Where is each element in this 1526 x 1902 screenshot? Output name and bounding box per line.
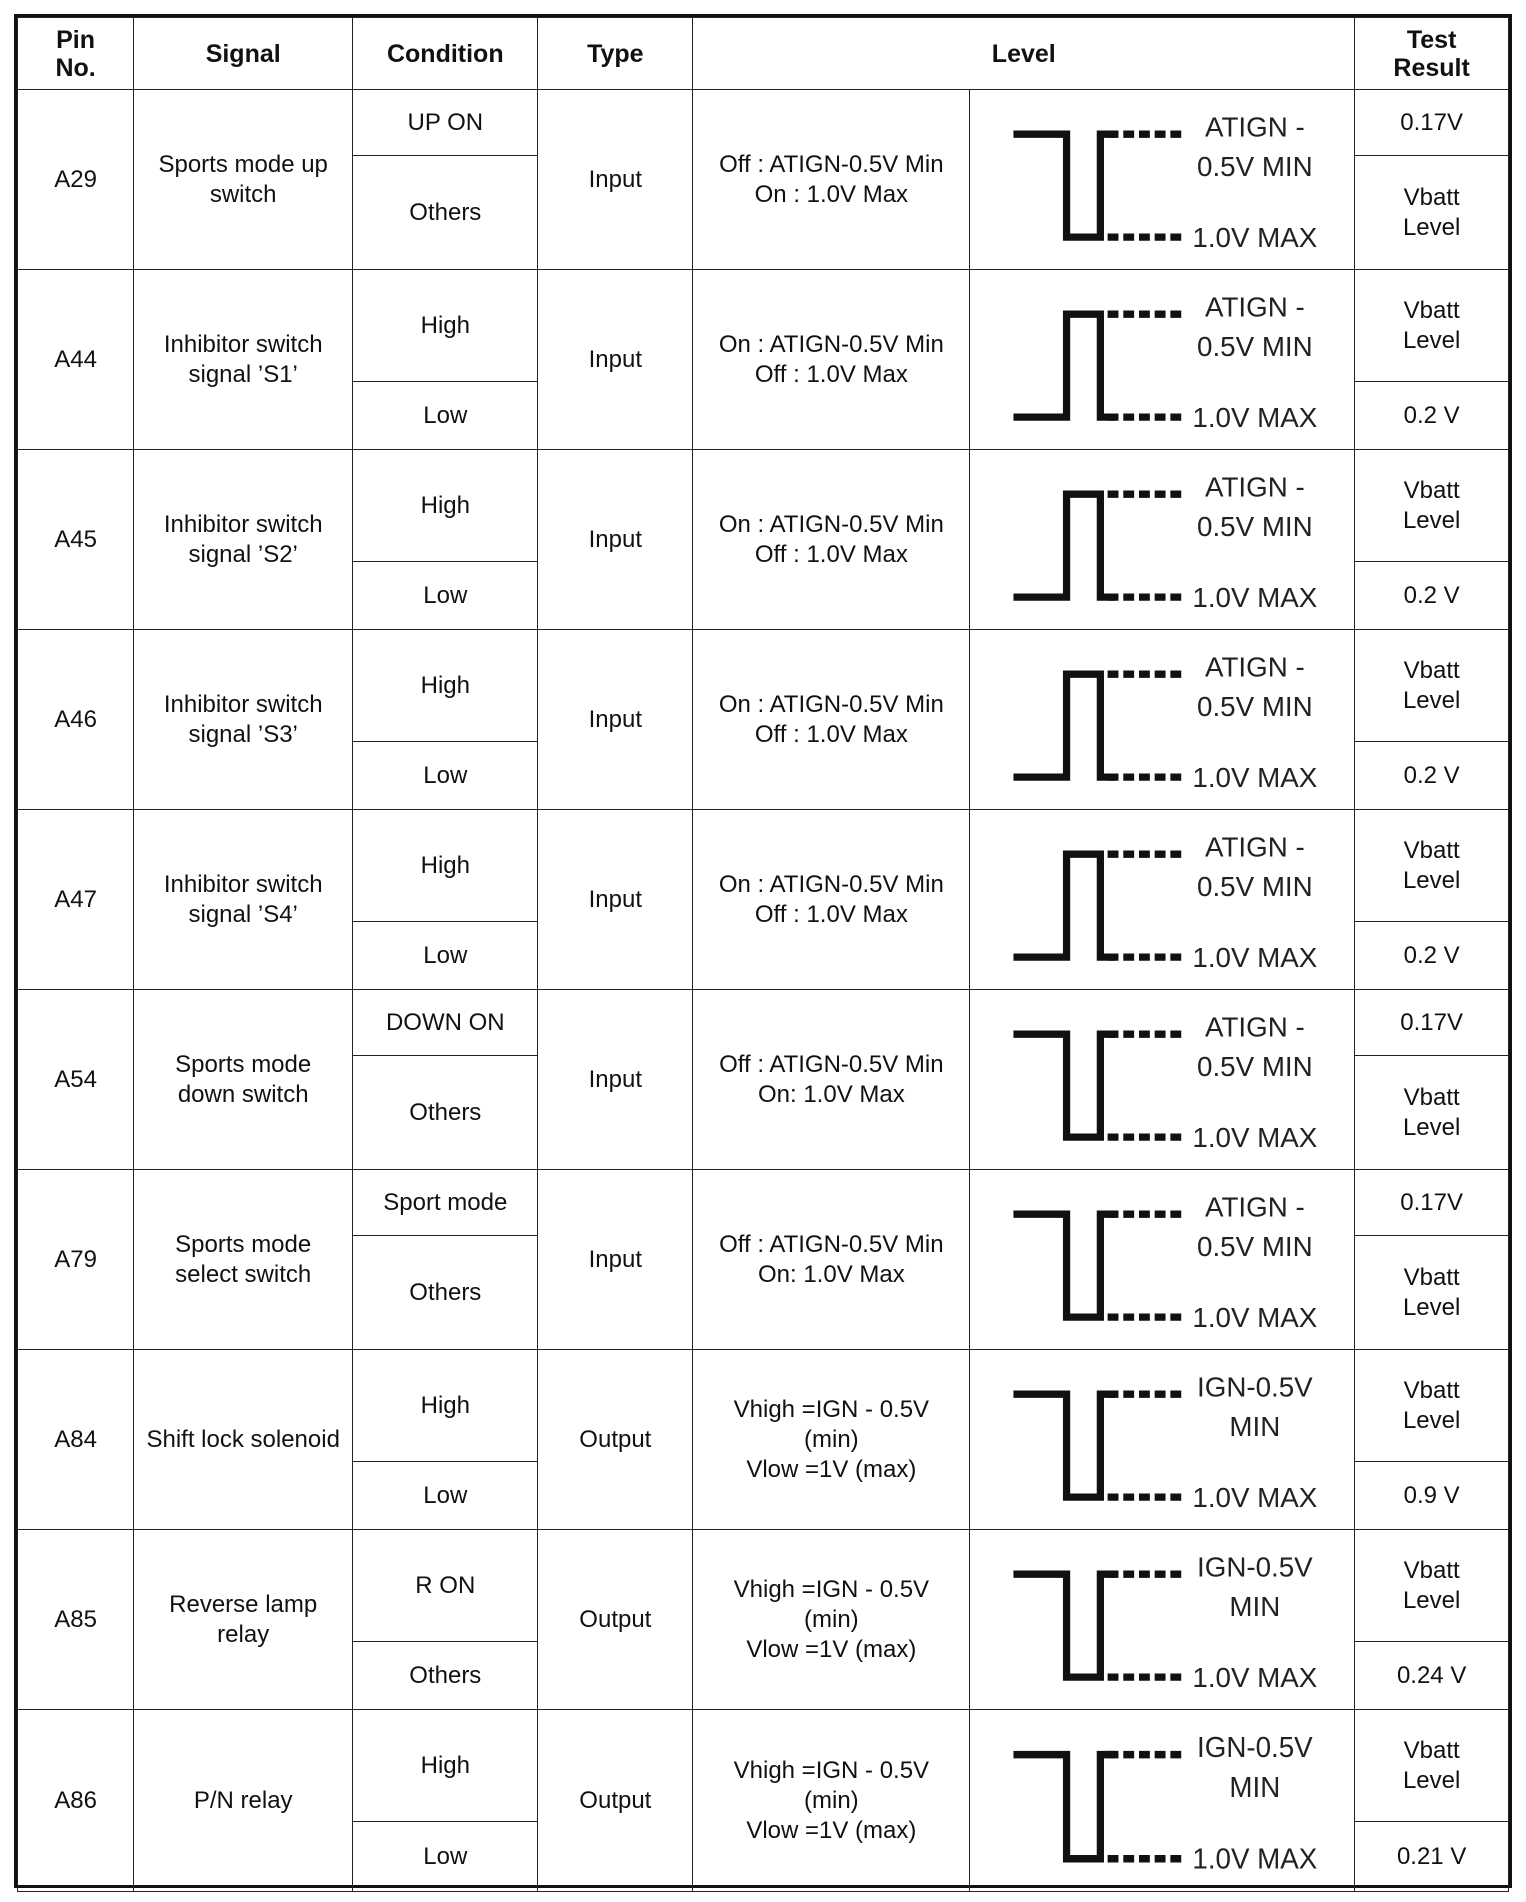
waveform-cell bbox=[970, 270, 1355, 450]
pin-cell: A44 bbox=[18, 270, 134, 450]
pin-row-upper bbox=[18, 990, 1509, 1056]
test-result-cell: Vbatt Level bbox=[1355, 270, 1509, 382]
condition-cell: DOWN ON bbox=[353, 990, 538, 1056]
signal-cell: Inhibitor switch signal ’S4’ bbox=[134, 810, 353, 990]
waveform-diagram bbox=[970, 450, 1354, 629]
test-result-cell: 0.2 V bbox=[1355, 742, 1509, 810]
waveform-top-label: 0.5V MIN bbox=[1197, 150, 1314, 182]
waveform-bottom-label: 1.0V MAX bbox=[1192, 1301, 1318, 1333]
test-result-cell: Vbatt Level bbox=[1355, 630, 1509, 742]
waveform-bottom-label: 1.0V MAX bbox=[1192, 221, 1318, 253]
type-cell: Input bbox=[538, 630, 693, 810]
waveform-cell bbox=[970, 1530, 1355, 1710]
waveform-top-label: ATIGN - bbox=[1205, 1191, 1306, 1223]
signal-cell: Shift lock solenoid bbox=[134, 1350, 353, 1530]
test-result-cell: 0.17V bbox=[1355, 1170, 1509, 1236]
waveform-cell bbox=[970, 1710, 1355, 1892]
test-result-cell: Vbatt Level bbox=[1355, 156, 1509, 270]
condition-cell: UP ON bbox=[353, 90, 538, 156]
waveform-bottom-label: 1.0V MAX bbox=[1192, 941, 1318, 973]
waveform-diagram bbox=[970, 270, 1354, 449]
condition-cell: High bbox=[353, 450, 538, 562]
pin-row-upper bbox=[18, 1350, 1509, 1462]
condition-cell: Low bbox=[353, 1462, 538, 1530]
test-result-cell: Vbatt Level bbox=[1355, 1236, 1509, 1350]
waveform-diagram bbox=[970, 90, 1354, 269]
waveform-line bbox=[1014, 1214, 1115, 1317]
pin-cell: A47 bbox=[18, 810, 134, 990]
condition-cell: Others bbox=[353, 1642, 538, 1710]
type-cell: Output bbox=[538, 1530, 693, 1710]
pin-test-sheet bbox=[14, 14, 1512, 1888]
waveform-line bbox=[1014, 1394, 1115, 1497]
test-result-cell: 0.2 V bbox=[1355, 562, 1509, 630]
waveform-top-label: ATIGN - bbox=[1205, 111, 1306, 143]
waveform-cell bbox=[970, 1350, 1355, 1530]
signal-cell: P/N relay bbox=[134, 1710, 353, 1892]
type-cell: Output bbox=[538, 1710, 693, 1892]
waveform-bottom-label: 1.0V MAX bbox=[1192, 1121, 1318, 1153]
condition-cell: High bbox=[353, 1710, 538, 1822]
condition-cell: High bbox=[353, 270, 538, 382]
waveform-top-label: IGN-0.5V bbox=[1197, 1731, 1314, 1764]
waveform-bottom-label: 1.0V MAX bbox=[1192, 761, 1318, 793]
signal-cell: Inhibitor switch signal ’S2’ bbox=[134, 450, 353, 630]
waveform-top-label: 0.5V MIN bbox=[1197, 690, 1314, 722]
level-cell: On : ATIGN-0.5V Min Off : 1.0V Max bbox=[693, 270, 970, 450]
type-cell: Input bbox=[538, 270, 693, 450]
test-result-cell: Vbatt Level bbox=[1355, 1710, 1509, 1822]
level-cell: Vhigh =IGN - 0.5V (min) Vlow =1V (max) bbox=[693, 1350, 970, 1530]
test-result-cell: Vbatt Level bbox=[1355, 1056, 1509, 1170]
waveform-diagram bbox=[970, 1350, 1354, 1529]
test-result-cell: 0.2 V bbox=[1355, 382, 1509, 450]
type-cell: Input bbox=[538, 1170, 693, 1350]
header-row bbox=[18, 18, 1509, 90]
type-cell: Input bbox=[538, 450, 693, 630]
pin-row-upper bbox=[18, 1530, 1509, 1642]
waveform-bottom-label: 1.0V MAX bbox=[1192, 1843, 1318, 1875]
waveform-bottom-label: 1.0V MAX bbox=[1192, 1661, 1318, 1693]
signal-cell: Sports mode down switch bbox=[134, 990, 353, 1170]
level-cell: On : ATIGN-0.5V Min Off : 1.0V Max bbox=[693, 630, 970, 810]
pin-cell: A54 bbox=[18, 990, 134, 1170]
waveform-cell bbox=[970, 990, 1355, 1170]
waveform-cell bbox=[970, 1170, 1355, 1350]
waveform-cell bbox=[970, 630, 1355, 810]
condition-cell: R ON bbox=[353, 1530, 538, 1642]
pin-row-upper bbox=[18, 630, 1509, 742]
test-result-cell: 0.2 V bbox=[1355, 922, 1509, 990]
header-pin: Pin No. bbox=[18, 18, 134, 90]
waveform-top-label: ATIGN - bbox=[1205, 471, 1306, 503]
header-condition: Condition bbox=[353, 18, 538, 90]
type-cell: Output bbox=[538, 1350, 693, 1530]
waveform-line bbox=[1014, 314, 1115, 417]
waveform-line bbox=[1014, 1034, 1115, 1137]
waveform-line bbox=[1014, 134, 1115, 237]
waveform-cell bbox=[970, 450, 1355, 630]
pin-cell: A29 bbox=[18, 90, 134, 270]
waveform-diagram bbox=[970, 1710, 1354, 1891]
pin-row-upper bbox=[18, 90, 1509, 156]
pin-signal-table bbox=[17, 17, 1509, 1892]
test-result-cell: 0.17V bbox=[1355, 990, 1509, 1056]
test-result-cell: 0.17V bbox=[1355, 90, 1509, 156]
header-signal: Signal bbox=[134, 18, 353, 90]
waveform-line bbox=[1014, 494, 1115, 597]
waveform-bottom-label: 1.0V MAX bbox=[1192, 581, 1318, 613]
waveform-line bbox=[1014, 1755, 1115, 1859]
waveform-top-label: 0.5V MIN bbox=[1197, 1050, 1314, 1082]
waveform-top-label: IGN-0.5V bbox=[1197, 1551, 1314, 1583]
waveform-top-label: IGN-0.5V bbox=[1197, 1371, 1314, 1403]
condition-cell: Sport mode bbox=[353, 1170, 538, 1236]
waveform-top-label: 0.5V MIN bbox=[1197, 510, 1314, 542]
waveform-bottom-label: 1.0V MAX bbox=[1192, 401, 1318, 433]
header-test-result: Test Result bbox=[1355, 18, 1509, 90]
condition-cell: Low bbox=[353, 922, 538, 990]
waveform-diagram bbox=[970, 630, 1354, 809]
waveform-top-label: ATIGN - bbox=[1205, 291, 1306, 323]
pin-cell: A86 bbox=[18, 1710, 134, 1892]
pin-cell: A45 bbox=[18, 450, 134, 630]
condition-cell: Low bbox=[353, 382, 538, 450]
condition-cell: High bbox=[353, 1350, 538, 1462]
condition-cell: High bbox=[353, 630, 538, 742]
pin-cell: A84 bbox=[18, 1350, 134, 1530]
waveform-top-label: ATIGN - bbox=[1205, 1011, 1306, 1043]
waveform-cell bbox=[970, 90, 1355, 270]
level-cell: Off : ATIGN-0.5V Min On : 1.0V Max bbox=[693, 90, 970, 270]
header-level: Level bbox=[693, 18, 1355, 90]
waveform-line bbox=[1014, 854, 1115, 957]
test-result-cell: 0.21 V bbox=[1355, 1822, 1509, 1892]
waveform-top-label: 0.5V MIN bbox=[1197, 1230, 1314, 1262]
signal-cell: Sports mode up switch bbox=[134, 90, 353, 270]
condition-cell: Low bbox=[353, 742, 538, 810]
test-result-cell: Vbatt Level bbox=[1355, 810, 1509, 922]
waveform-top-label: MIN bbox=[1229, 1410, 1281, 1442]
waveform-bottom-label: 1.0V MAX bbox=[1192, 1481, 1318, 1513]
header-type: Type bbox=[538, 18, 693, 90]
level-cell: Vhigh =IGN - 0.5V (min) Vlow =1V (max) bbox=[693, 1710, 970, 1892]
type-cell: Input bbox=[538, 810, 693, 990]
condition-cell: Others bbox=[353, 156, 538, 270]
pin-cell: A79 bbox=[18, 1170, 134, 1350]
waveform-line bbox=[1014, 1574, 1115, 1677]
type-cell: Input bbox=[538, 990, 693, 1170]
signal-cell: Sports mode select switch bbox=[134, 1170, 353, 1350]
waveform-line bbox=[1014, 674, 1115, 777]
type-cell: Input bbox=[538, 90, 693, 270]
waveform-diagram bbox=[970, 990, 1354, 1169]
level-cell: On : ATIGN-0.5V Min Off : 1.0V Max bbox=[693, 810, 970, 990]
test-result-cell: Vbatt Level bbox=[1355, 450, 1509, 562]
test-result-cell: 0.24 V bbox=[1355, 1642, 1509, 1710]
level-cell: On : ATIGN-0.5V Min Off : 1.0V Max bbox=[693, 450, 970, 630]
level-cell: Off : ATIGN-0.5V Min On: 1.0V Max bbox=[693, 1170, 970, 1350]
waveform-diagram bbox=[970, 810, 1354, 989]
pin-row-upper bbox=[18, 270, 1509, 382]
condition-cell: High bbox=[353, 810, 538, 922]
waveform-top-label: 0.5V MIN bbox=[1197, 330, 1314, 362]
condition-cell: Low bbox=[353, 1822, 538, 1892]
pin-row-upper bbox=[18, 450, 1509, 562]
signal-cell: Inhibitor switch signal ’S1’ bbox=[134, 270, 353, 450]
test-result-cell: 0.9 V bbox=[1355, 1462, 1509, 1530]
pin-cell: A85 bbox=[18, 1530, 134, 1710]
pin-row-upper bbox=[18, 810, 1509, 922]
level-cell: Vhigh =IGN - 0.5V (min) Vlow =1V (max) bbox=[693, 1530, 970, 1710]
waveform-diagram bbox=[970, 1170, 1354, 1349]
condition-cell: Low bbox=[353, 562, 538, 630]
level-cell: Off : ATIGN-0.5V Min On: 1.0V Max bbox=[693, 990, 970, 1170]
condition-cell: Others bbox=[353, 1056, 538, 1170]
test-result-cell: Vbatt Level bbox=[1355, 1530, 1509, 1642]
test-result-cell: Vbatt Level bbox=[1355, 1350, 1509, 1462]
signal-cell: Reverse lamp relay bbox=[134, 1530, 353, 1710]
waveform-top-label: ATIGN - bbox=[1205, 651, 1306, 683]
waveform-top-label: MIN bbox=[1229, 1590, 1281, 1622]
pin-row-upper bbox=[18, 1710, 1509, 1822]
waveform-top-label: 0.5V MIN bbox=[1197, 870, 1314, 902]
waveform-cell bbox=[970, 810, 1355, 990]
pin-row-upper bbox=[18, 1170, 1509, 1236]
waveform-top-label: MIN bbox=[1229, 1771, 1281, 1803]
condition-cell: Others bbox=[353, 1236, 538, 1350]
signal-cell: Inhibitor switch signal ’S3’ bbox=[134, 630, 353, 810]
pin-cell: A46 bbox=[18, 630, 134, 810]
waveform-top-label: ATIGN - bbox=[1205, 831, 1306, 863]
waveform-diagram bbox=[970, 1530, 1354, 1709]
